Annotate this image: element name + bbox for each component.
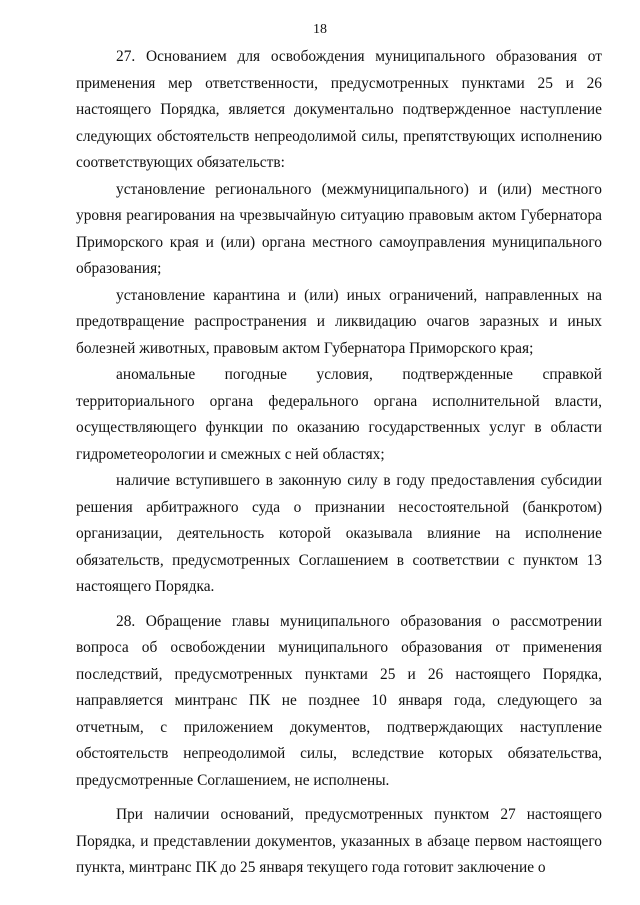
paragraph-28: 28. Обращение главы муниципального образования о рассмотрении вопроса об освобождении муниципального образования от применения последствий, предусмотренных пунктами 25 и 26 настоящего Порядка, направляется минтранс ПК не позднее 10 января года, следующего за отчетным, с приложением документов, подтверждающих наступление обстоятельств непреодолимой силы, вследствие которых обязательства, предусмотренные Соглашением, не исполнены.	[76, 612, 602, 789]
document-body	[76, 44, 602, 882]
paragraph-quarantine: установление карантина и (или) иных ограничений, направленных на предотвращение распространения и ликвидацию очагов заразных и иных болезней животных, правовым актом Губернатора Приморского края;	[76, 286, 602, 357]
paragraph-emergency-regime: установление регионального (межмуниципального) и (или) местного уровня реагирования на чрезвычайную ситуацию правовым актом Губернатора Приморского края и (или) органа местного самоуправления муниципального образования;	[76, 180, 602, 277]
paragraph-28-continuation: При наличии оснований, предусмотренных пунктом 27 настоящего Порядка, и представлении документов, указанных в абзаце первом настоящего пункта, минтранс ПК до 25 января текущего года готовит заключение о	[76, 806, 602, 876]
paragraph-weather: аномальные погодные условия, подтвержденные справкой территориального органа федерального органа исполнительной власти, осуществляющего функции по оказанию государственных услуг в области гидрометеорологии и смежных с ней областях;	[76, 366, 602, 463]
page-number: 18	[313, 22, 327, 37]
paragraph-bankruptcy: наличие вступившего в законную силу в году предоставления субсидии решения арбитражного суда о признании несостоятельной (банкротом) организации, деятельность которой оказывала влияние на исполнение обязательств, предусмотренных Соглашением в соответствии с пунктом 13 настоящего Порядка.	[76, 472, 602, 595]
paragraph-27-intro: 27. Основанием для освобождения муниципального образования от применения мер ответственности, предусмотренных пунктами 25 и 26 настоящего Порядка, является документально подтвержденное наступление следующих обстоятельств непреодолимой силы, препятствующих исполнению соответствующих обязательств:	[76, 48, 602, 171]
